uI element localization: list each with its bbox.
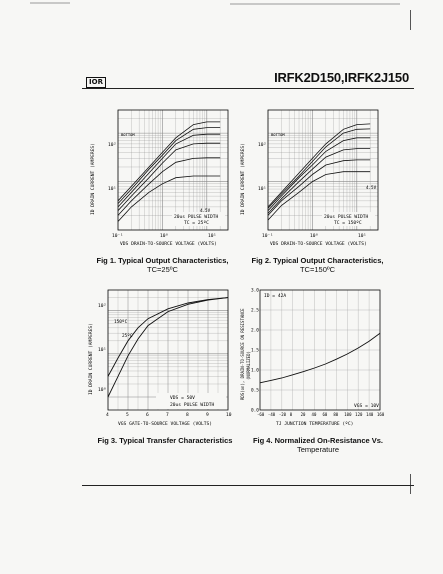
fig1-xlabel: VDS DRAIN-TO-SOURCE VOLTAGE (VOLTS) [120,242,217,247]
fig4-ytick: 0.5 [251,388,259,394]
figure-2-caption-title: Fig 2. Typical Output Characteristics, [251,256,384,265]
fig4-xtick: 60 [322,412,328,417]
header-rule [82,88,414,89]
fig3-ytick-0: 10² [98,304,107,309]
fig1-xtick-0: 10⁻¹ [112,234,124,239]
right-edge-mark-lower [410,474,411,494]
part-number-title: IRFK2D150,IRFK2J150 [274,70,409,85]
figure-2-caption-temp: TC=150ºC [299,265,336,274]
figure-1-caption-temp: TC=25ºC [147,265,178,274]
fig3-annotation-2: 20us PULSE WIDTH [170,403,215,408]
fig4-annotation-1: ID = 42A [264,294,287,299]
footer-rule [82,485,414,486]
fig4-annotation-2: VGS = 10V [354,404,379,409]
fig3-ytick-1: 10¹ [98,348,107,353]
figure-1-caption [95,256,230,274]
fig3-ytick-2: 10⁰ [98,388,107,393]
fig3-xtick: 8 [186,413,189,418]
figure-1-caption-title: Fig 1. Typical Output Characteristics, [96,256,229,265]
fig2-ytick-1: 10¹ [258,187,267,192]
fig3-curve-label-25: 25ºC [122,334,133,339]
fig4-ylabel-1: RDS(on), DRAIN-TO-SOURCE ON RESISTANCE [240,308,245,400]
right-edge-mark [410,10,411,30]
fig2-ytick-0: 10² [258,143,267,148]
fig4-ytick: 3.0 [251,288,259,294]
fig2-xtick-1: 10⁰ [310,234,319,239]
fig4-xtick: 120 [355,412,363,417]
figure-3-caption [95,436,235,445]
fig4-xtick: 160 [377,412,385,417]
fig1-xtick-1: 10⁰ [160,234,169,239]
fig1-annotation-1: 20us PULSE WIDTH [174,215,219,220]
fig3-annotation-1: VDS = 50V [170,396,195,401]
fig4-xtick: -40 [267,412,276,417]
figure-4-chart [238,285,388,430]
fig2-xlabel: VDS DRAIN-TO-SOURCE VOLTAGE (VOLTS) [270,242,367,247]
figure-2-chart [238,100,383,250]
fig3-xtick: 9 [206,413,209,418]
fig4-ytick: 0.0 [251,408,259,414]
figure-3-caption-title: Fig 3. Typical Transfer Characteristics [97,436,233,445]
figure-4-caption-line2: Temperature [296,445,340,454]
fig3-curve-label-150: 150ºC [114,320,128,325]
figure-3-chart [88,285,233,430]
fig4-ylabel-2: (NORMALIZED) [246,351,251,380]
fig1-corner-label: BOTTOM [121,132,135,137]
fig1-annotation-2: TC = 25ºC [184,221,209,226]
series-line-0 [260,333,380,383]
figure-4-caption-title: Fig 4. Normalized On-Resistance Vs. [252,436,384,445]
fig4-xtick: 100 [344,412,352,417]
fig4-ytick: 2.0 [251,328,259,334]
fig2-xtick-0: 10⁻¹ [262,234,274,239]
fig2-ylabel: ID DRAIN CURRENT (AMPERES) [241,143,246,215]
fig1-ylabel: ID DRAIN CURRENT (AMPERES) [91,143,96,215]
fig4-xtick: 0 [289,412,293,417]
fig1-xtick-2: 10¹ [208,234,217,239]
fig1-ytick-1: 10¹ [108,187,117,192]
fig3-xtick: 10 [226,413,232,418]
fig4-xtick: 20 [300,412,306,417]
fig4-xtick: 40 [311,412,317,417]
fig4-xlabel: TJ JUNCTION TEMPERATURE (ºC) [276,422,354,427]
fig4-xtick: 80 [333,412,339,417]
fig2-xtick-2: 10¹ [358,234,367,239]
fig1-annotation-3: 4.5V [200,208,211,213]
figure-1-chart [88,100,233,250]
scan-artifact-top-right [230,3,400,5]
scan-artifact-top [30,2,70,4]
fig3-ylabel: ID DRAIN CURRENT (AMPERES) [89,323,94,395]
fig3-xtick: 4 [106,413,109,418]
fig2-annotation-1: 20us PULSE WIDTH [324,215,369,220]
fig4-xtick: -20 [278,412,287,417]
fig4-ytick: 1.0 [251,368,259,374]
fig1-ytick-0: 10² [108,143,117,148]
fig4-ytick: 1.5 [251,348,259,354]
company-logo: IOR [86,77,106,88]
fig2-annotation-2: TC = 150ºC [334,221,362,226]
fig3-xtick: 7 [166,413,169,418]
fig4-ytick: 2.5 [251,308,259,314]
fig4-xtick: 140 [366,412,374,417]
fig3-xtick: 5 [126,413,129,418]
fig3-xtick: 6 [146,413,149,418]
fig2-annotation-3: 4.5V [366,185,377,190]
fig3-xlabel: VGS GATE-TO-SOURCE VOLTAGE (VOLTS) [118,422,213,427]
figure-2-caption [250,256,385,274]
fig4-xtick: -60 [257,412,265,417]
figure-4-caption [248,436,388,454]
fig2-corner-label: BOTTOM [271,132,285,137]
